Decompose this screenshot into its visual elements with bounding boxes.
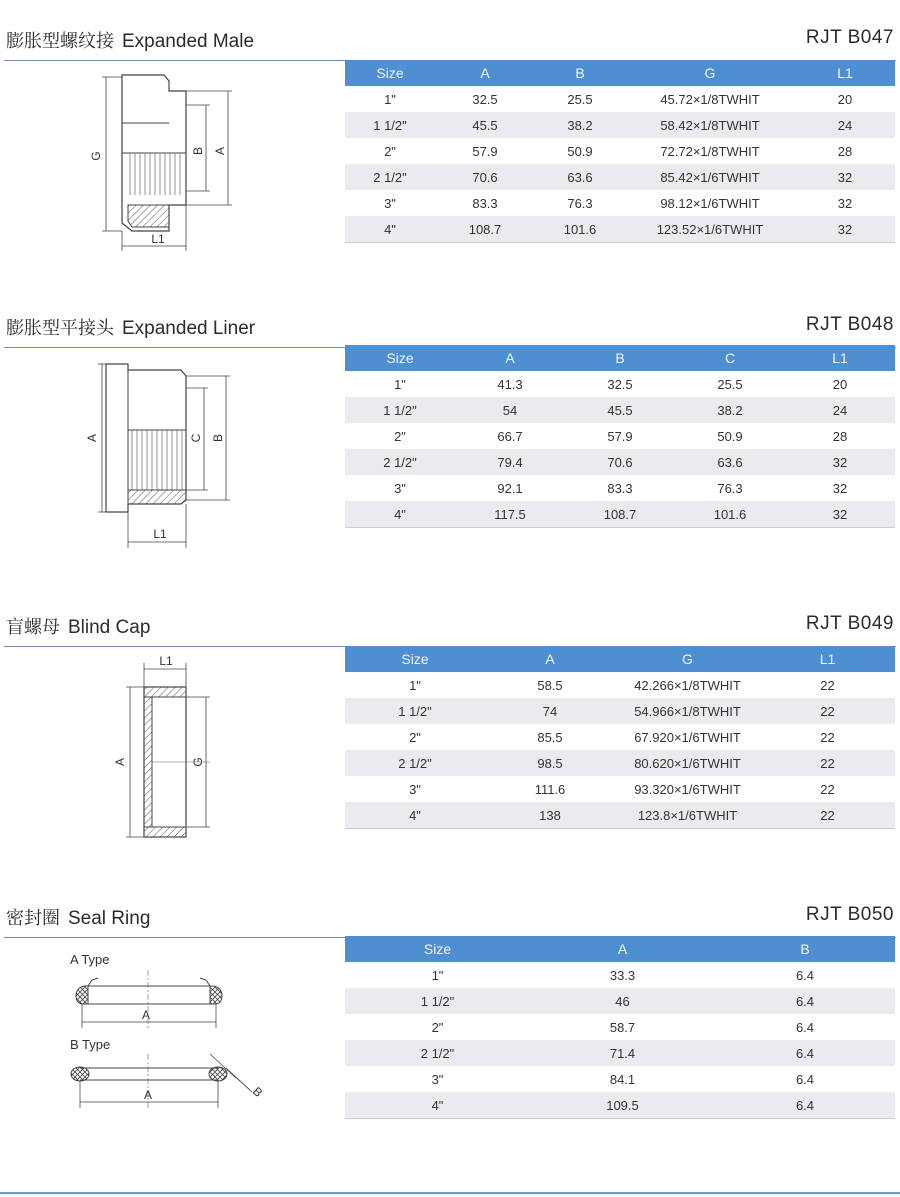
title-chinese: 膨胀型螺纹接 xyxy=(6,31,114,52)
cell-g: 58.42×1/8TWHIT xyxy=(625,112,795,138)
cell-a: 57.9 xyxy=(472,143,498,159)
cell-a: 32.5 xyxy=(472,91,498,107)
cell-b: 70.6 xyxy=(565,449,675,475)
title-chinese: 膨胀型平接头 xyxy=(6,318,114,339)
header-c: C xyxy=(675,345,785,371)
cell-l1: 22 xyxy=(820,729,835,745)
cell-b: 108.7 xyxy=(565,501,675,528)
table-row xyxy=(345,371,895,397)
product-code: RJT B050 xyxy=(805,904,894,925)
table-row xyxy=(345,698,895,724)
cell-size: 1" xyxy=(384,91,396,107)
cell-b: 32.5 xyxy=(607,376,633,392)
table-row xyxy=(345,672,895,698)
product-code: RJT B048 xyxy=(805,314,894,335)
table-row xyxy=(345,475,895,501)
cell-l1: 32 xyxy=(785,449,895,475)
cell-l1: 22 xyxy=(760,750,895,776)
cell-b: 25.5 xyxy=(567,91,593,107)
title-english: Seal Ring xyxy=(68,908,151,929)
table-row xyxy=(345,190,895,216)
cell-g: 67.920×1/6TWHIT xyxy=(634,729,741,745)
cell-b: 83.3 xyxy=(607,480,633,496)
cell-size: 4" xyxy=(345,501,455,528)
dim-a-label-a-type: A xyxy=(141,1008,151,1022)
cell-b: 6.4 xyxy=(795,1019,815,1035)
cell-g: 123.8×1/6TWHIT xyxy=(615,802,760,829)
table-row xyxy=(345,164,895,190)
cell-size: 4" xyxy=(345,802,485,829)
cell-a: 45.5 xyxy=(435,112,535,138)
cell-a: 138 xyxy=(485,802,615,829)
cell-l1: 22 xyxy=(820,677,835,693)
cell-g: 45.72×1/8TWHIT xyxy=(660,91,760,107)
cell-size: 3" xyxy=(431,1071,444,1087)
dim-b-label: B xyxy=(191,146,205,156)
cell-size: 2" xyxy=(431,1019,444,1035)
cell-l1: 24 xyxy=(795,112,895,138)
cell-a: 109.5 xyxy=(530,1092,715,1119)
cell-size: 2 1/2" xyxy=(345,1040,530,1066)
cell-size: 3" xyxy=(394,480,406,496)
table-row xyxy=(345,112,895,138)
cell-size: 4" xyxy=(345,216,435,243)
cell-c: 76.3 xyxy=(717,480,743,496)
table-row xyxy=(345,423,895,449)
cell-a: 85.5 xyxy=(537,729,563,745)
header-l1: L1 xyxy=(795,60,895,86)
product-code: RJT B049 xyxy=(805,613,894,634)
title-chinese: 密封圈 xyxy=(6,908,60,929)
cell-a: 58.7 xyxy=(609,1019,636,1035)
dim-a-label: A xyxy=(213,146,227,156)
blind-cap-drawing xyxy=(100,649,340,879)
cell-size: 1" xyxy=(409,677,421,693)
table-row xyxy=(345,501,895,528)
table-row xyxy=(345,750,895,776)
expanded-male-drawing xyxy=(80,63,320,293)
cell-a: 98.5 xyxy=(485,750,615,776)
seal-ring-drawing xyxy=(40,942,340,1172)
cell-l1: 32 xyxy=(795,216,895,243)
dim-l1-label: L1 xyxy=(153,527,167,541)
cell-g: 80.620×1/6TWHIT xyxy=(615,750,760,776)
cell-size: 1 1/2" xyxy=(345,988,530,1014)
cell-size: 1 1/2" xyxy=(345,112,435,138)
dim-g-label: G xyxy=(191,757,205,767)
table-row xyxy=(345,1066,895,1092)
cell-size: 2 1/2" xyxy=(345,449,455,475)
header-b: B xyxy=(535,60,625,86)
header-size: Size xyxy=(345,646,485,672)
cell-size: 3" xyxy=(384,195,396,211)
spec-table-b047 xyxy=(345,60,895,243)
cell-a: 74 xyxy=(485,698,615,724)
cell-a: 46 xyxy=(530,988,715,1014)
dim-c-label: C xyxy=(189,433,203,443)
section-title xyxy=(6,314,255,340)
cell-g: 54.966×1/8TWHIT xyxy=(615,698,760,724)
table-row xyxy=(345,1040,895,1066)
cell-l1: 32 xyxy=(785,501,895,528)
cell-b: 50.9 xyxy=(567,143,593,159)
cell-a: 117.5 xyxy=(455,501,565,528)
cell-l1: 20 xyxy=(837,91,853,107)
section-title xyxy=(6,27,254,53)
dim-l1-label: L1 xyxy=(151,232,165,246)
title-english: Expanded Liner xyxy=(122,318,256,339)
cell-c: 50.9 xyxy=(717,428,743,444)
cell-size: 2 1/2" xyxy=(345,164,435,190)
cell-b: 6.4 xyxy=(715,988,895,1014)
cell-b: 6.4 xyxy=(795,967,815,983)
cell-a: 108.7 xyxy=(435,216,535,243)
page-bottom-rule xyxy=(0,1192,900,1194)
header-size: Size xyxy=(345,60,435,86)
title-english: Expanded Male xyxy=(122,31,255,52)
spec-table-b049 xyxy=(345,646,895,829)
dim-l1-label: L1 xyxy=(159,654,173,668)
cell-a: 84.1 xyxy=(609,1071,636,1087)
header-a: A xyxy=(435,60,535,86)
header-a: A xyxy=(485,646,615,672)
cell-a: 41.3 xyxy=(497,376,523,392)
cell-b: 38.2 xyxy=(535,112,625,138)
header-size: Size xyxy=(345,936,530,962)
table-row xyxy=(345,1092,895,1119)
cell-size: 1 1/2" xyxy=(345,397,455,423)
cell-size: 2" xyxy=(384,143,396,159)
dim-b-label: B xyxy=(211,433,225,443)
cell-a: 92.1 xyxy=(497,480,523,496)
dim-b-label: B xyxy=(249,1084,266,1100)
cell-size: 1" xyxy=(431,967,444,983)
title-chinese: 盲螺母 xyxy=(6,617,60,638)
header-g: G xyxy=(625,60,795,86)
cell-b: 57.9 xyxy=(607,428,633,444)
header-b: B xyxy=(715,936,895,962)
table-row xyxy=(345,962,895,988)
dim-a-label: A xyxy=(85,433,99,443)
cell-size: 2" xyxy=(394,428,406,444)
cell-size: 2" xyxy=(409,729,421,745)
header-b: B xyxy=(565,345,675,371)
cell-b: 6.4 xyxy=(715,1040,895,1066)
cell-a: 70.6 xyxy=(435,164,535,190)
header-g: G xyxy=(615,646,760,672)
a-type-label: A Type xyxy=(70,952,110,967)
cell-g: 85.42×1/6TWHIT xyxy=(625,164,795,190)
cell-l1: 32 xyxy=(832,480,848,496)
cell-size: 3" xyxy=(409,781,421,797)
b-type-label: B Type xyxy=(70,1037,111,1052)
section-title xyxy=(6,904,150,930)
cell-l1: 22 xyxy=(820,781,835,797)
table-row xyxy=(345,1014,895,1040)
cell-b: 6.4 xyxy=(715,1092,895,1119)
cell-c: 38.2 xyxy=(675,397,785,423)
table-row xyxy=(345,86,895,112)
cell-a: 83.3 xyxy=(472,195,498,211)
cell-size: 2 1/2" xyxy=(345,750,485,776)
cell-g: 42.266×1/8TWHIT xyxy=(634,677,741,693)
cell-a: 66.7 xyxy=(497,428,523,444)
dim-a-label: A xyxy=(113,757,127,767)
table-row xyxy=(345,802,895,829)
cell-g: 93.320×1/6TWHIT xyxy=(634,781,741,797)
cell-c: 25.5 xyxy=(717,376,743,392)
header-a: A xyxy=(455,345,565,371)
cell-l1: 22 xyxy=(760,698,895,724)
cell-a: 79.4 xyxy=(455,449,565,475)
cell-g: 98.12×1/6TWHIT xyxy=(660,195,760,211)
cell-size: 1" xyxy=(394,376,406,392)
cell-a: 111.6 xyxy=(534,781,566,797)
cell-l1: 28 xyxy=(837,143,853,159)
cell-l1: 28 xyxy=(832,428,848,444)
cell-b: 45.5 xyxy=(565,397,675,423)
cell-l1: 22 xyxy=(760,802,895,829)
spec-table-b050 xyxy=(345,936,895,1119)
cell-g: 72.72×1/8TWHIT xyxy=(660,143,760,159)
table-row xyxy=(345,138,895,164)
table-row xyxy=(345,724,895,750)
cell-c: 63.6 xyxy=(675,449,785,475)
cell-b: 101.6 xyxy=(535,216,625,243)
cell-b: 6.4 xyxy=(795,1071,815,1087)
table-row xyxy=(345,216,895,243)
cell-a: 54 xyxy=(455,397,565,423)
header-l1: L1 xyxy=(785,345,895,371)
cell-a: 33.3 xyxy=(609,967,636,983)
cell-l1: 20 xyxy=(832,376,848,392)
cell-b: 76.3 xyxy=(567,195,593,211)
cell-size: 1 1/2" xyxy=(345,698,485,724)
cell-l1: 32 xyxy=(795,164,895,190)
dim-g-label: G xyxy=(89,151,103,161)
product-code: RJT B047 xyxy=(805,27,894,48)
cell-l1: 32 xyxy=(837,195,853,211)
spec-table-b048 xyxy=(345,345,895,528)
cell-l1: 24 xyxy=(785,397,895,423)
table-row xyxy=(345,397,895,423)
section-title xyxy=(6,613,150,639)
title-english: Blind Cap xyxy=(68,617,151,638)
cell-size: 4" xyxy=(345,1092,530,1119)
cell-a: 71.4 xyxy=(530,1040,715,1066)
cell-g: 123.52×1/6TWHIT xyxy=(625,216,795,243)
table-row xyxy=(345,449,895,475)
expanded-liner-drawing xyxy=(80,350,320,580)
dim-a-label-b-type: A xyxy=(143,1088,153,1102)
cell-c: 101.6 xyxy=(675,501,785,528)
header-l1: L1 xyxy=(760,646,895,672)
table-row xyxy=(345,776,895,802)
table-row xyxy=(345,988,895,1014)
cell-b: 63.6 xyxy=(535,164,625,190)
header-size: Size xyxy=(345,345,455,371)
cell-a: 58.5 xyxy=(537,677,563,693)
header-a: A xyxy=(530,936,715,962)
